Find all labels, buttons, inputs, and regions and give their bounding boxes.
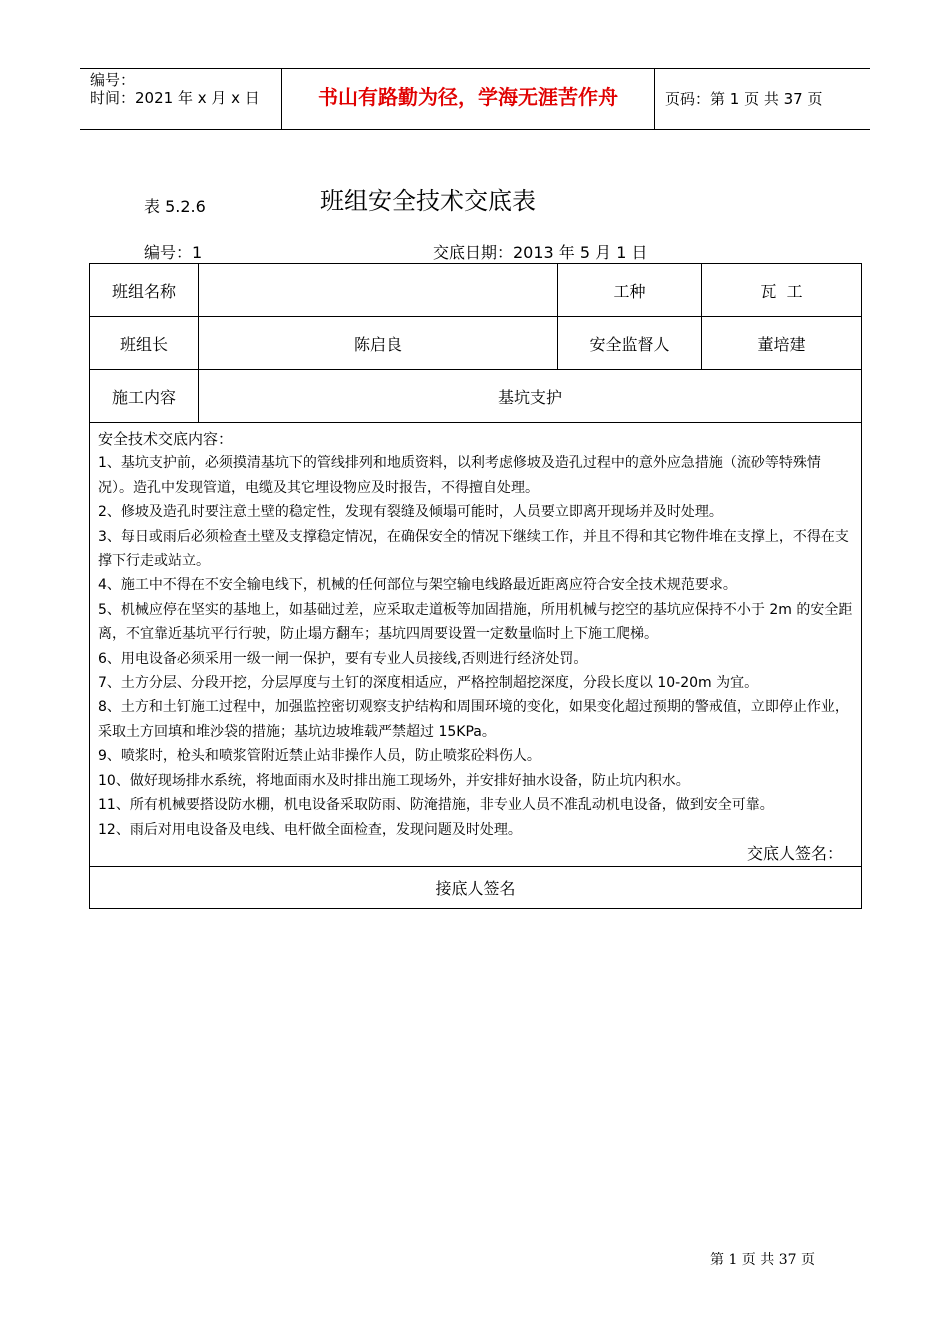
briefing-item: 4、施工中不得在不安全输电线下，机械的任何部位与架空输电线路最近距离应符合安全技术规范要求。 — [98, 577, 737, 594]
form-date: 交底日期：2013 年 5 月 1 日 — [433, 243, 648, 262]
leader-value: 陈启良 — [199, 317, 558, 370]
briefing-item: 5、机械应停在坚实的基地上，如基础过差，应采取走道板等加固措施，所用机械与挖空的基坑应保持不小于 2m 的安全距离，不宜靠近基坑平行行驶，防止塌方翻车；基坑四周要设置一定数量临时上下施工爬梯。 — [98, 601, 853, 643]
briefing-item: 2、修坡及造孔时要注意土壁的稳定性，发现有裂缝及倾塌可能时，人员要立即离开现场并及时处理。 — [98, 504, 723, 521]
header-number-label: 编号： — [90, 71, 136, 89]
form-title-row — [0, 186, 950, 218]
header-time-label: 时间：2021 年 x 月 x 日 — [90, 89, 260, 107]
work-value: 基坑支护 — [199, 370, 862, 423]
briefing-item: 11、所有机械要搭设防水棚，机电设备采取防雨、防淹措施，非专业人员不准乱动机电设备，做到安全可靠。 — [98, 797, 774, 814]
page-footer: 第 1 页 共 37 页 — [710, 1252, 815, 1268]
page-header-band — [80, 68, 870, 130]
work-label: 施工内容 — [90, 370, 199, 423]
table-row — [90, 317, 862, 370]
table-row — [90, 867, 862, 909]
briefing-item: 9、喷浆时，枪头和喷浆管附近禁止站非操作人员，防止喷浆砼料伤人。 — [98, 748, 541, 765]
briefing-table — [89, 263, 862, 909]
leader-label: 班组长 — [90, 317, 199, 370]
briefing-item: 6、用电设备必须采用一级一闸一保护，要有专业人员接线,否则进行经济处罚。 — [98, 650, 588, 667]
header-divider — [654, 69, 655, 129]
table-row — [90, 423, 862, 867]
briefing-item: 3、每日或雨后必须检查土壁及支撑稳定情况，在确保安全的情况下继续工作，并且不得和其它物件堆在支撑上，不得在支撑下行走或站立。 — [98, 528, 849, 570]
briefing-content-cell — [90, 423, 862, 867]
briefing-item: 1、基坑支护前，必须摸清基坑下的管线排列和地质资料，以利考虑修坡及造孔过程中的意外应急措施（流砂等特殊情况）。造孔中发现管道，电缆及其它埋设物应及时报告，不得擅自处理。 — [98, 455, 821, 496]
supervisor-value: 董培建 — [702, 317, 862, 370]
briefing-content — [90, 423, 861, 842]
content-heading: 安全技术交底内容： — [98, 430, 234, 448]
header-meta — [90, 71, 260, 107]
receiver-signature-label: 接底人签名 — [90, 867, 862, 909]
table-row — [90, 264, 862, 317]
supervisor-label: 安全监督人 — [558, 317, 702, 370]
briefing-item: 8、土方和土钉施工过程中，加强监控密切观察支护结构和周围环境的变化，如果变化超过预期的警戒值，立即停止作业，采取土方回填和堆沙袋的措施；基坑边坡堆载严禁超过 15KPa。 — [98, 699, 849, 740]
table-row — [90, 370, 862, 423]
form-title: 班组安全技术交底表 — [320, 187, 536, 215]
trade-value: 瓦 工 — [702, 264, 862, 317]
header-motto: 书山有路勤为径，学海无涯苦作舟 — [318, 85, 618, 109]
team-name-value — [199, 264, 558, 317]
header-page-info: 页码：第 1 页 共 37 页 — [665, 90, 823, 108]
signer-label: 交底人签名： — [746, 844, 843, 863]
briefing-item: 10、做好现场排水系统，将地面雨水及时排出施工现场外，并安排好抽水设备，防止坑内积水。 — [98, 772, 690, 789]
briefing-item: 12、雨后对用电设备及电线、电杆做全面检查，发现问题及时处理。 — [98, 821, 522, 838]
form-number: 编号：1 — [144, 243, 203, 262]
table-number: 表 5.2.6 — [144, 197, 206, 216]
briefing-item: 7、土方分层、分段开挖，分层厚度与土钉的深度相适应，严格控制超挖深度，分段长度以 10-20m 为宜。 — [98, 675, 759, 692]
team-name-label: 班组名称 — [90, 264, 199, 317]
trade-label: 工种 — [558, 264, 702, 317]
